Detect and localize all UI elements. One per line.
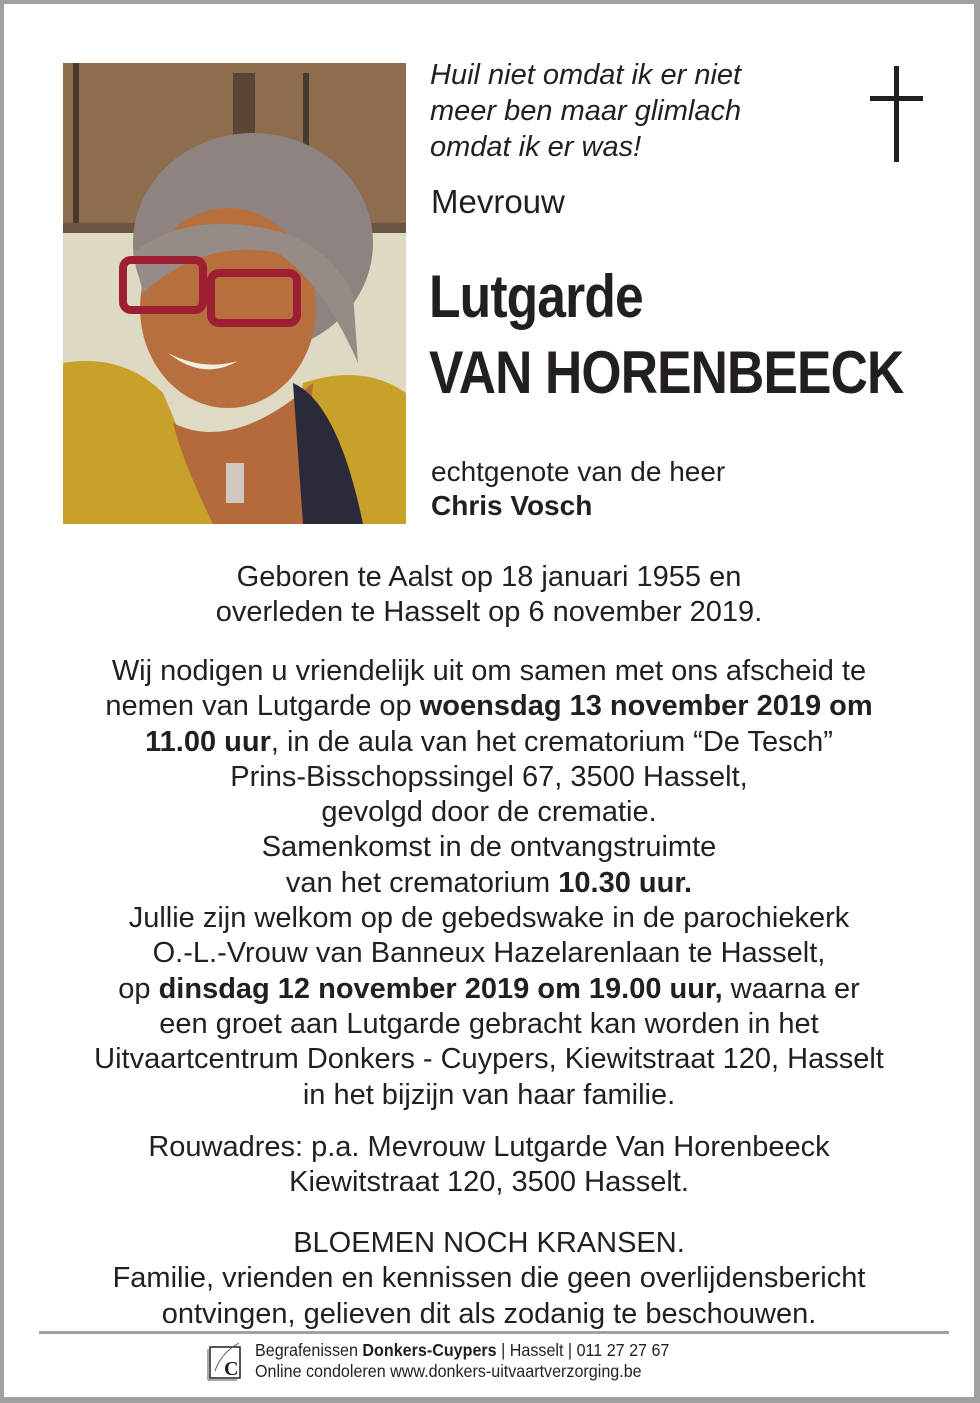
quote-line: meer ben maar glimlach xyxy=(430,95,742,127)
funeral-home-name: Donkers-Cuypers xyxy=(362,1340,497,1360)
text-span: nemen van Lutgarde op xyxy=(105,690,420,723)
ceremony-time: 11.00 uur xyxy=(145,725,271,758)
svg-text:C: C xyxy=(224,1358,239,1380)
flowers-line: Familie, vrienden en kennissen die geen overlijdensbericht xyxy=(112,1262,866,1295)
ceremony-line: O.-L.-Vrouw van Banneux Hazelarenlaan te Hasselt, xyxy=(152,937,826,970)
ceremony-section xyxy=(34,654,944,1113)
flowers-section xyxy=(34,1226,944,1332)
birth-line: Geboren te Aalst op 18 januari 1955 en xyxy=(236,561,742,593)
spouse-name: Chris Vosch xyxy=(431,490,593,521)
ceremony-date: woensdag 13 november 2019 om xyxy=(419,690,873,723)
text-span: , in de aula van het crematorium “De Tesch” xyxy=(270,725,833,758)
ceremony-line: gevolgd door de crematie. xyxy=(321,796,657,829)
donkers-cuypers-logo-icon xyxy=(207,1341,243,1381)
ceremony-line: Wij nodigen u vriendelijk uit om samen met ons afscheid te xyxy=(111,655,867,687)
memorial-quote xyxy=(430,57,830,165)
gathering-time: 10.30 uur. xyxy=(558,866,693,899)
ceremony-line: Samenkomst in de ontvangstruimte xyxy=(261,831,717,864)
death-line: overleden te Hasselt op 6 november 2019. xyxy=(215,596,763,629)
text-span: Begrafenissen xyxy=(255,1340,363,1360)
title-prefix: Mevrouw xyxy=(431,183,565,220)
ceremony-line xyxy=(34,725,944,760)
cross-icon xyxy=(867,66,927,164)
funeral-home-footer xyxy=(207,1340,767,1386)
quote-line: omdat ik er was! xyxy=(430,131,642,163)
ceremony-line xyxy=(34,866,944,901)
text-span: | Hasselt | 011 27 27 67 xyxy=(496,1340,670,1360)
text-span: waarna er xyxy=(722,972,860,1005)
ceremony-line: Prins-Bisschopssingel 67, 3500 Hasselt, xyxy=(230,760,748,793)
address-line: Rouwadres: p.a. Mevrouw Lutgarde Van Horenbeeck xyxy=(148,1131,830,1163)
flowers-line: BLOEMEN NOCH KRANSEN. xyxy=(293,1227,685,1259)
ceremony-line: Uitvaartcentrum Donkers - Cuypers, Kiewitstraat 120, Hasselt xyxy=(94,1043,884,1076)
ceremony-line: Jullie zijn welkom op de gebedswake in de parochiekerk xyxy=(128,902,850,935)
text-span: van het crematorium xyxy=(285,866,559,899)
spouse-label: echtgenote van de heer xyxy=(431,456,726,487)
deceased-first-name: Lutgarde xyxy=(429,263,643,330)
ceremony-line: in het bijzijn van haar familie. xyxy=(302,1078,676,1111)
ceremony-line xyxy=(34,689,944,724)
birth-death-section xyxy=(34,560,944,631)
text-span: op xyxy=(118,972,159,1005)
flowers-line: ontvingen, gelieven dit als zodanig te beschouwen. xyxy=(161,1297,817,1330)
address-line: Kiewitstraat 120, 3500 Hasselt. xyxy=(289,1166,689,1199)
deceased-last-name: VAN HORENBEECK xyxy=(429,339,904,406)
ceremony-line xyxy=(34,972,944,1007)
wake-date: dinsdag 12 november 2019 om 19.00 uur, xyxy=(158,972,723,1005)
quote-line: Huil niet omdat ik er niet xyxy=(430,59,742,91)
mourning-address-section xyxy=(34,1130,944,1201)
ceremony-line: een groet aan Lutgarde gebracht kan worden in het xyxy=(159,1007,819,1040)
portrait-image xyxy=(63,63,406,524)
portrait-photo xyxy=(63,63,406,524)
funeral-home-contact xyxy=(255,1340,669,1361)
condolence-website-link[interactable]: Online condoleren www.donkers-uitvaartverzorging.be xyxy=(255,1361,642,1381)
footer-divider xyxy=(39,1331,949,1334)
obituary-page xyxy=(4,4,974,1397)
